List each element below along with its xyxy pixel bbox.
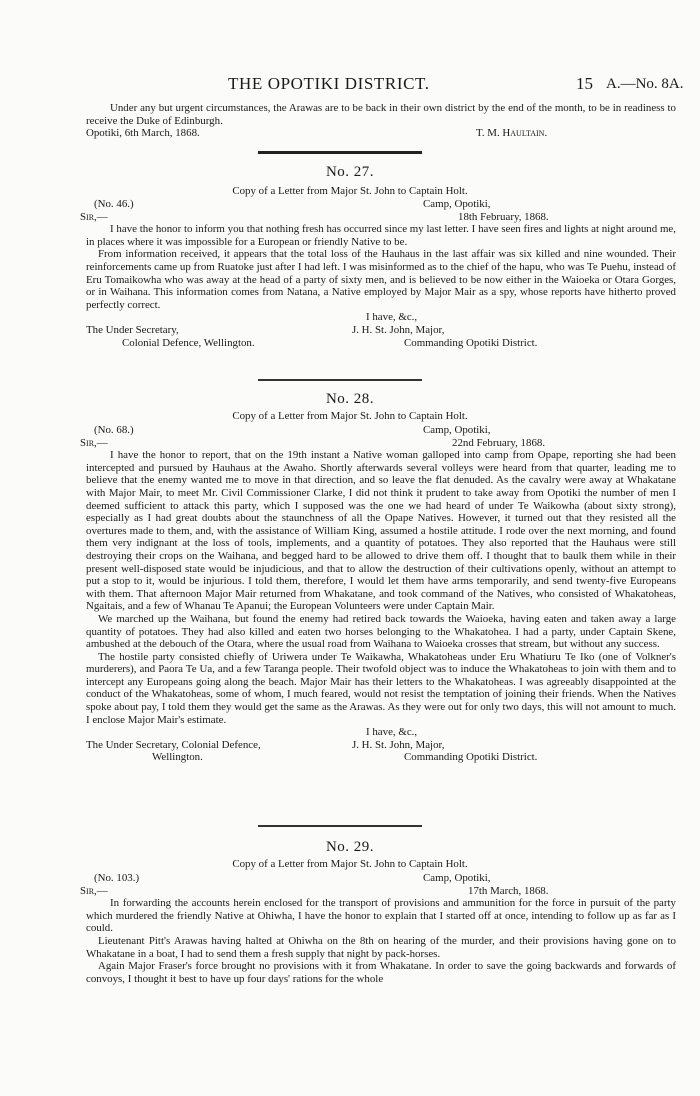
letter-place: Camp, Opotiki, [423, 198, 491, 210]
letter-recipient: The Under Secretary, Colonial Defence, [86, 738, 261, 751]
letter-paragraph: Lieutenant Pitt's Arawas having halted at Ohiwha on the 8th on hearing of the murder, and their provisions having gone on to Whakatane in a boat, I had to send them a fresh supply that night by pack-horses. [86, 934, 676, 960]
letter-salutation: Sir,— [80, 210, 108, 223]
intro-paragraph: Under any but urgent circumstances, the Arawas are to be back in their own district by the end of the month, to be in readiness to receive the Duke of Edinburgh. [86, 102, 676, 127]
letter-subtitle: Copy of a Letter from Major St. John to Captain Holt. [232, 185, 468, 197]
letter-recipient-office: Colonial Defence, Wellington. [122, 336, 255, 349]
letter-paragraph: In forwarding the accounts herein enclosed for the transport of provisions and ammunition for the force in pursuit of the party which murdered the friendly Native at Ohiwha, I have the honor to explain that I started off at once, intending to follow up as far as I could. [86, 897, 676, 935]
section-divider [258, 379, 422, 381]
letter-date: 22nd February, 1868. [452, 436, 546, 449]
running-head-title: THE OPOTIKI DISTRICT. [228, 74, 430, 93]
letter-signature: J. H. St. John, Major, [352, 738, 445, 751]
letter-28 [80, 424, 676, 764]
intro-signature: T. M. Haultain. [476, 127, 548, 140]
letter-signature-title: Commanding Opotiki District. [404, 751, 538, 764]
intro-place-date: Opotiki, 6th March, 1868. [86, 127, 200, 140]
document-reference: A.—No. 8A. [606, 76, 684, 92]
section-divider [258, 151, 422, 154]
letter-paragraph: Again Major Fraser's force brought no provisions with it from Whakatane. In order to save the going backwards and forwards of convoys, I thought it best to have up four days' rations for the whole [86, 960, 676, 985]
letter-signature: J. H. St. John, Major, [352, 323, 445, 336]
letter-date: 17th March, 1868. [468, 884, 549, 897]
letter-closing: I have, &c., [366, 726, 418, 739]
letter-subtitle: Copy of a Letter from Major St. John to Captain Holt. [232, 410, 468, 422]
section-divider [258, 825, 422, 827]
letter-27 [80, 198, 676, 349]
letter-paragraph: We marched up the Waihana, but found the enemy had retired back towards the Waioeka, having eaten and taken away a large quantity of potatoes. They had also killed and eaten two horses belonging to the Whakatohea. I had a party, under Captain Skene, ambushed at the debouch of the Otara, where the usual road from Waihana to Waioeka crosses that stream, but without any success. [86, 612, 676, 651]
letter-subtitle: Copy of a Letter from Major St. John to Captain Holt. [232, 858, 468, 870]
letter-ref-no: (No. 68.) [94, 424, 134, 436]
letter-place: Camp, Opotiki, [423, 424, 491, 436]
letter-number: No. 29. [325, 839, 375, 855]
letter-paragraph: I have the honor to report, that on the 19th instant a Native woman galloped into camp from Opape, reporting she had been intercepted and pursued by Hauhaus at the Awaho. Shortly afterwards several volleys were heard from that quarter, leading me to believe that the enemy wanted me to move in that direction, and so leave the flat denuded. As the cavalry were away at Whakatane with Major Mair, to meet Mr. Civil Commissioner Clarke, I did not think it prudent to take away from Opotiki the number of men I deemed sufficient to attack this party, which I supposed was the one we had heard of under Te Waikowha (about sixty strong), especially as I had great doubts about the staunchness of all the Opape Natives. However, it turned out that they resisted all the overtures made to them, and, with the assistance of William King, assumed a hostile attitude. I rode over the next morning, and found them very indignant at the loss of tools, implements, and a quantity of potatoes. They also reported that the Hauhaus were still destroying their crops on the Waihana, and begged hard to be allowed to drive them off. I thought that to baulk them while in their present well-disposed state would be injudicious, and that to allow the destruction of their cultivations openly, without an attempt to put a stop to it, would be injurious. I told them, therefore, I would let them have arms temporarily, and send twenty-five Europeans with them. That afternoon Major Mair returned from Whakatane, and took command of the Natives, who consisted of Whakatoheas, Ngaitais, and a few of Whanau Te Apanui; the European Volunteers were under Captain Mair. [86, 449, 676, 613]
letter-ref-no: (No. 103.) [94, 872, 140, 884]
letter-paragraph: I have the honor to inform you that nothing fresh has occurred since my last letter. I have seen fires and lights at night around me, in places where it was impossible for a European or friendly Native to be. [86, 223, 676, 248]
letter-29 [80, 872, 676, 985]
letter-place: Camp, Opotiki, [423, 872, 491, 884]
letter-date: 18th February, 1868. [458, 210, 549, 223]
intro-section [86, 102, 676, 140]
letter-salutation: Sir,— [80, 436, 108, 449]
letter-recipient: The Under Secretary, [86, 323, 179, 336]
letter-number: No. 28. [325, 391, 375, 407]
letter-recipient-office: Wellington. [152, 751, 203, 764]
letter-salutation: Sir,— [80, 884, 108, 897]
letter-paragraph: From information received, it appears that the total loss of the Hauhaus in the last affair was six killed and nine wounded. Their reinforcements came up from Ruatoke just after I had left. I was misinformed as to the chief of the hapu, who was Te Puehu, instead of Eru Tomaikowha who was away at the head of a party of sixty men, and is believed to be now either in the Waioeka or Otara Gorges, or in Waihana. This information comes from Natana, a Native employed by Major Mair as a spy, whose reports have hitherto proved perfectly correct. [86, 248, 676, 311]
letter-closing: I have, &c., [366, 311, 418, 324]
letter-paragraph: The hostile party consisted chiefly of Uriwera under Te Waikawha, Whakatoheas under Eru Whatiuru Te Iko (one of Volkner's murderers), and Paora Te Ua, and a few Taranga people. Their twofold object was to induce the Whakatoheas to join with them and to intercept any Europeans going along the beach. Major Mair has their letters to the Whakatoheas. I was agreeably disappointed at the conduct of the Whakatoheas, some of whom, I much feared, would not resist the temptation of joining their friends. When the Natives spoke about pay, I told them they would get the same as the Arawas. As they were out for only two days, this will not amount to much. I enclose Major Mair's estimate. [86, 650, 676, 726]
letter-signature-title: Commanding Opotiki District. [404, 336, 538, 349]
letter-number: No. 27. [325, 164, 375, 180]
letter-ref-no: (No. 46.) [94, 198, 134, 210]
page-number: 15 [576, 74, 593, 93]
